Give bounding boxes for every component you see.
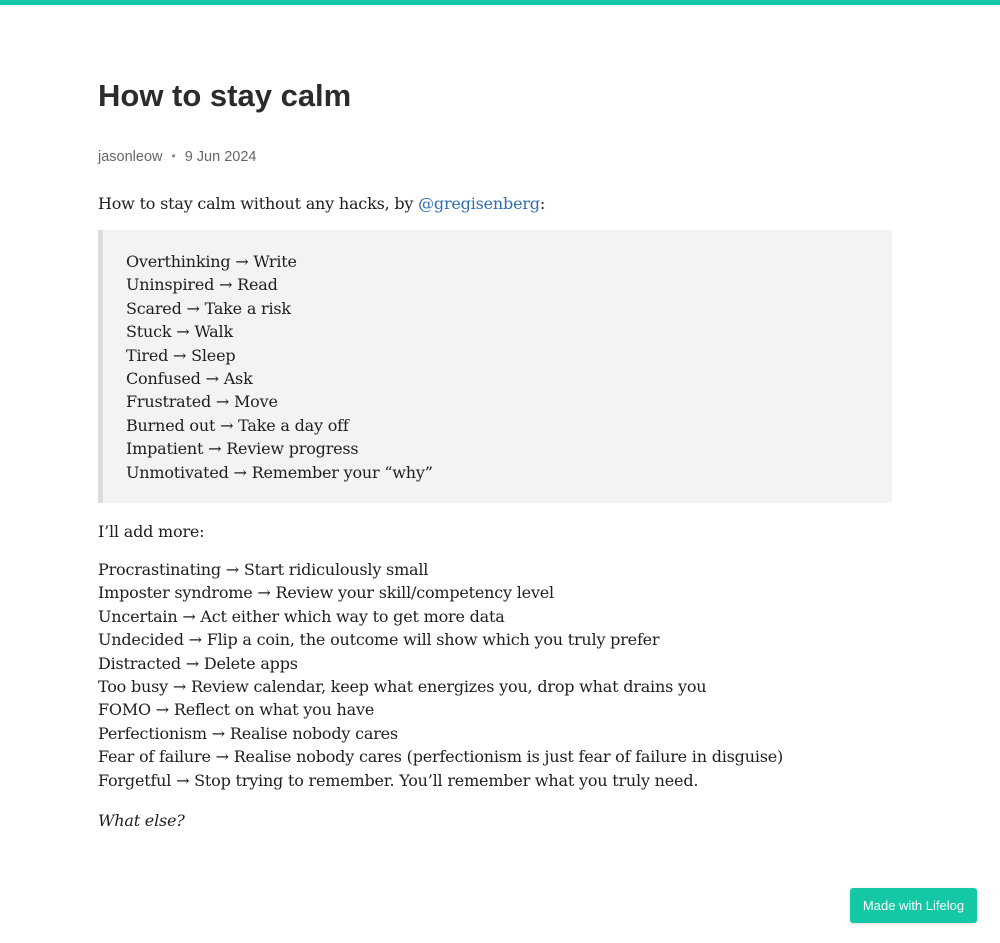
quote-item: Confused → Ask	[126, 369, 253, 389]
quote-item: Overthinking → Write	[126, 252, 297, 271]
quote-item: Frustrated → Move	[126, 392, 278, 412]
list-item: Perfectionism → Realise nobody cares	[98, 723, 398, 743]
list-item: Undecided → Flip a coin, the outcome will show which you truly prefer	[98, 630, 660, 650]
quote-item: Burned out → Take a day off	[126, 415, 349, 435]
made-with-lifelog-button[interactable]: Made with Lifelog	[850, 888, 977, 923]
top-accent-bar	[0, 0, 1000, 5]
list-item: Fear of failure → Realise nobody cares (perfectionism is just fear of failure in disguise)	[98, 747, 784, 767]
post-date[interactable]: 9 Jun 2024	[184, 149, 257, 165]
post-meta	[98, 146, 256, 167]
post-title: How to stay calm	[98, 78, 352, 113]
post-intro	[98, 192, 545, 215]
quote-item: Scared → Take a risk	[126, 298, 291, 318]
post-author[interactable]: jasonleow	[98, 149, 163, 165]
closing-question: What else?	[98, 811, 185, 830]
quote-item: Impatient → Review progress	[126, 439, 359, 459]
list-item: Too busy → Review calendar, keep what energizes you, drop what drains you	[98, 677, 707, 697]
add-more-text: I’ll add more:	[98, 522, 205, 541]
quote-item: Stuck → Walk	[126, 322, 233, 342]
quote-item: Unmotivated → Remember your “why”	[126, 462, 433, 482]
list-item: Procrastinating → Start ridiculously small	[98, 560, 429, 579]
list-item: Imposter syndrome → Review your skill/competency level	[98, 583, 554, 603]
quote-item: Tired → Sleep	[126, 345, 236, 365]
more-list	[98, 558, 783, 792]
list-item: Forgetful → Stop trying to remember. You’ll remember what you truly need.	[98, 770, 699, 790]
list-item: FOMO → Reflect on what you have	[98, 700, 375, 720]
author-mention-link[interactable]: @gregisenberg	[418, 194, 540, 213]
list-item: Distracted → Delete apps	[98, 653, 298, 673]
quote-list	[126, 250, 892, 484]
intro-colon: :	[539, 194, 546, 213]
list-item: Uncertain → Act either which way to get more data	[98, 606, 505, 626]
quote-item: Uninspired → Read	[126, 275, 278, 295]
quote-block	[98, 230, 892, 503]
meta-separator: •	[171, 149, 176, 163]
intro-text: How to stay calm without any hacks, by	[98, 194, 419, 213]
